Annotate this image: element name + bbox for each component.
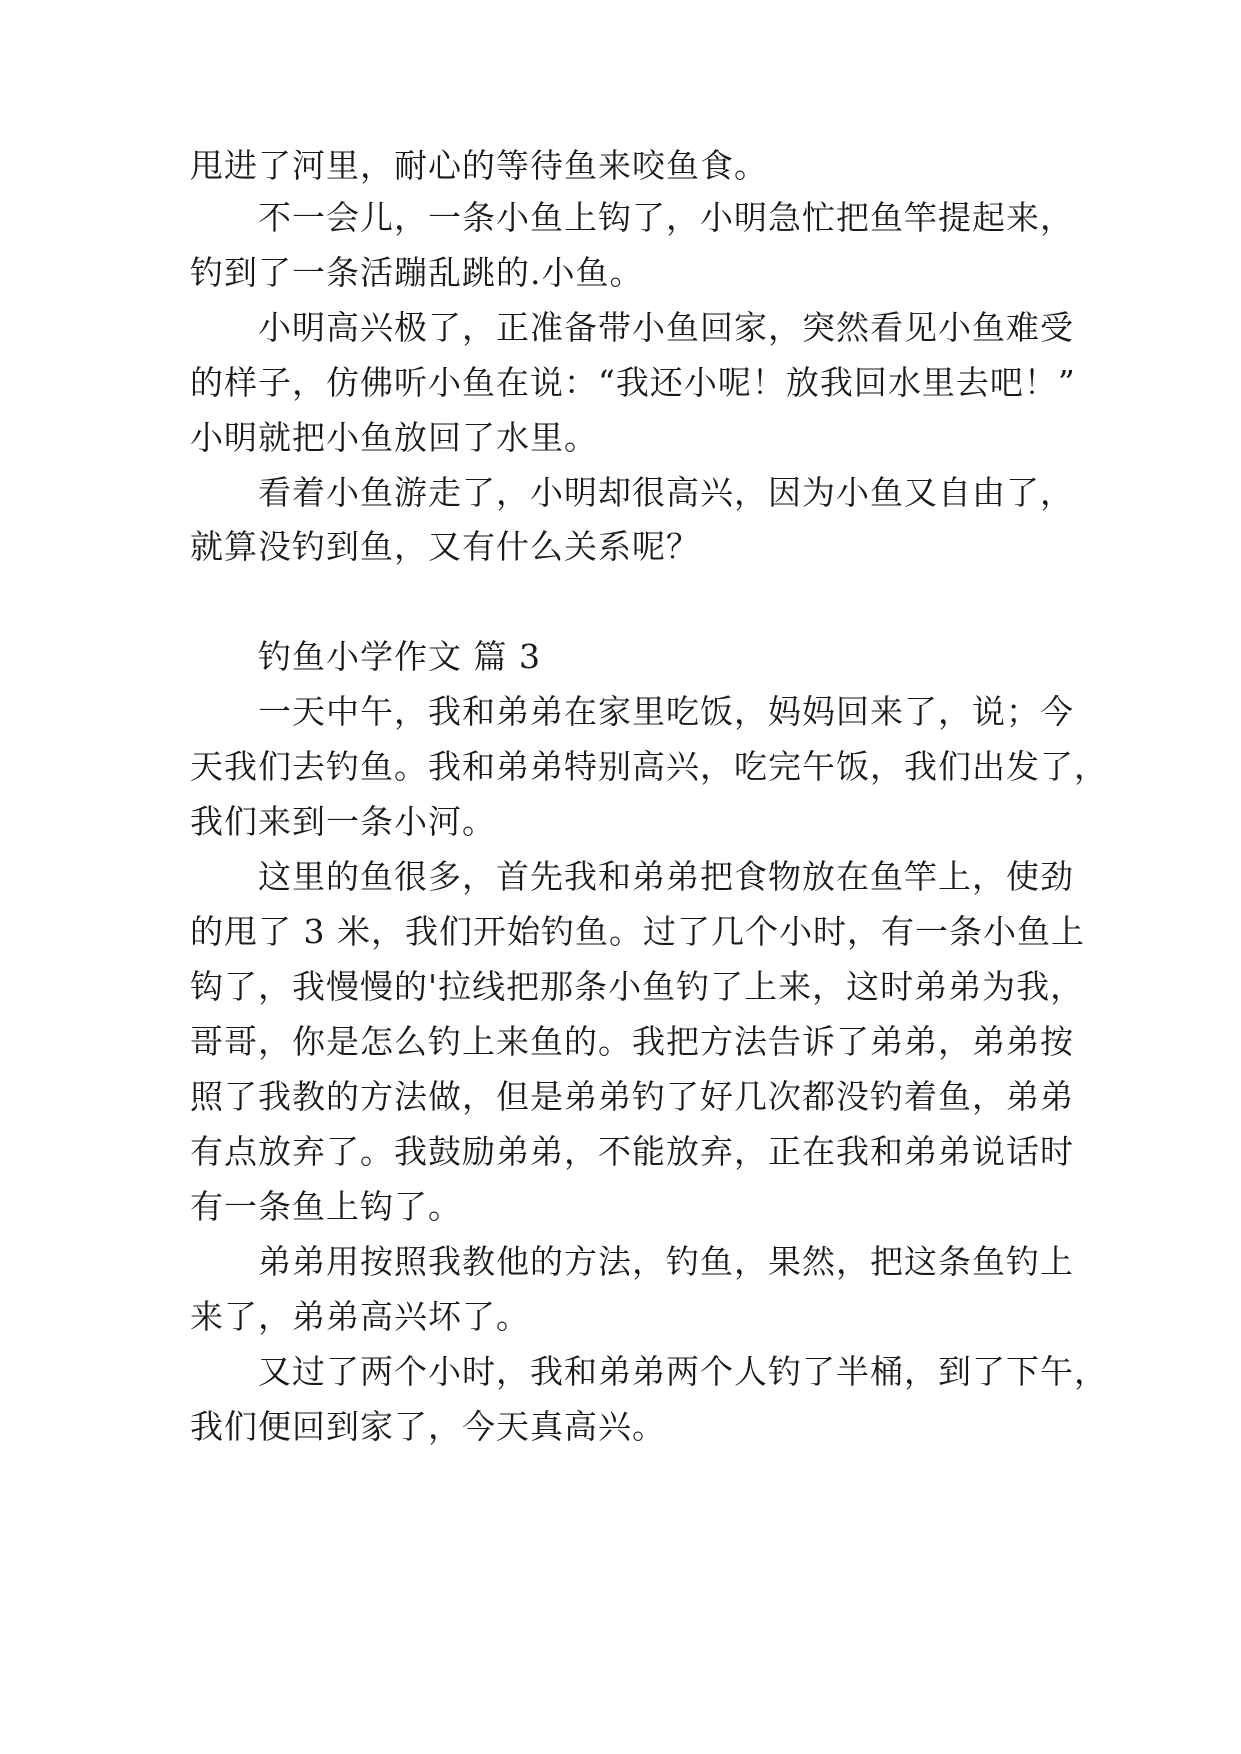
text-line: 有一条鱼上钩了。 xyxy=(190,1187,462,1226)
text-line: 的样子，仿佛听小鱼在说：“我还小呢！放我回水里去吧！” xyxy=(190,363,1076,402)
paragraph-first-line: 看着小鱼游走了，小明却很高兴，因为小鱼又自由了， xyxy=(258,473,1074,512)
text-line: 有点放弃了。我鼓励弟弟，不能放弃，正在我和弟弟说话时 xyxy=(190,1132,1074,1171)
text-line: 哥哥，你是怎么钓上来鱼的。我把方法告诉了弟弟，弟弟按 xyxy=(190,1022,1074,1061)
text-line: 来了，弟弟高兴坏了。 xyxy=(190,1297,530,1336)
paragraph-first-line: 弟弟用按照我教他的方法，钓鱼，果然，把这条鱼钓上 xyxy=(258,1242,1074,1281)
section-heading: 钓鱼小学作文 篇 3 xyxy=(258,637,541,676)
text-line: 钩了，我慢慢的'拉线把那条小鱼钓了上来，这时弟弟为我， xyxy=(190,967,1085,1006)
text-line: 小明就把小鱼放回了水里。 xyxy=(190,418,598,457)
paragraph-first-line: 不一会儿，一条小鱼上钩了，小明急忙把鱼竿提起来， xyxy=(258,198,1074,237)
text-line: 天我们去钓鱼。我和弟弟特别高兴，吃完午饭，我们出发了， xyxy=(190,747,1108,786)
text-line: 我们来到一条小河。 xyxy=(190,802,496,841)
paragraph-first-line: 小明高兴极了，正准备带小鱼回家，突然看见小鱼难受 xyxy=(258,308,1074,347)
text-line: 的甩了 3 米，我们开始钓鱼。过了几个小时，有一条小鱼上 xyxy=(190,912,1085,951)
paragraph-first-line: 这里的鱼很多，首先我和弟弟把食物放在鱼竿上，使劲 xyxy=(258,857,1074,896)
text-line: 照了我教的方法做，但是弟弟钓了好几次都没钓着鱼，弟弟 xyxy=(190,1077,1074,1116)
paragraph-first-line: 一天中午，我和弟弟在家里吃饭，妈妈回来了，说；今 xyxy=(258,692,1074,731)
text-line: 我们便回到家了，今天真高兴。 xyxy=(190,1407,666,1446)
paragraph-first-line: 又过了两个小时，我和弟弟两个人钓了半桶，到了下午， xyxy=(258,1352,1108,1391)
text-line: 钓到了一条活蹦乱跳的.小鱼。 xyxy=(190,253,644,292)
text-line: 甩进了河里，耐心的等待鱼来咬鱼食。 xyxy=(190,146,768,185)
text-line: 就算没钓到鱼，又有什么关系呢？ xyxy=(190,527,700,566)
